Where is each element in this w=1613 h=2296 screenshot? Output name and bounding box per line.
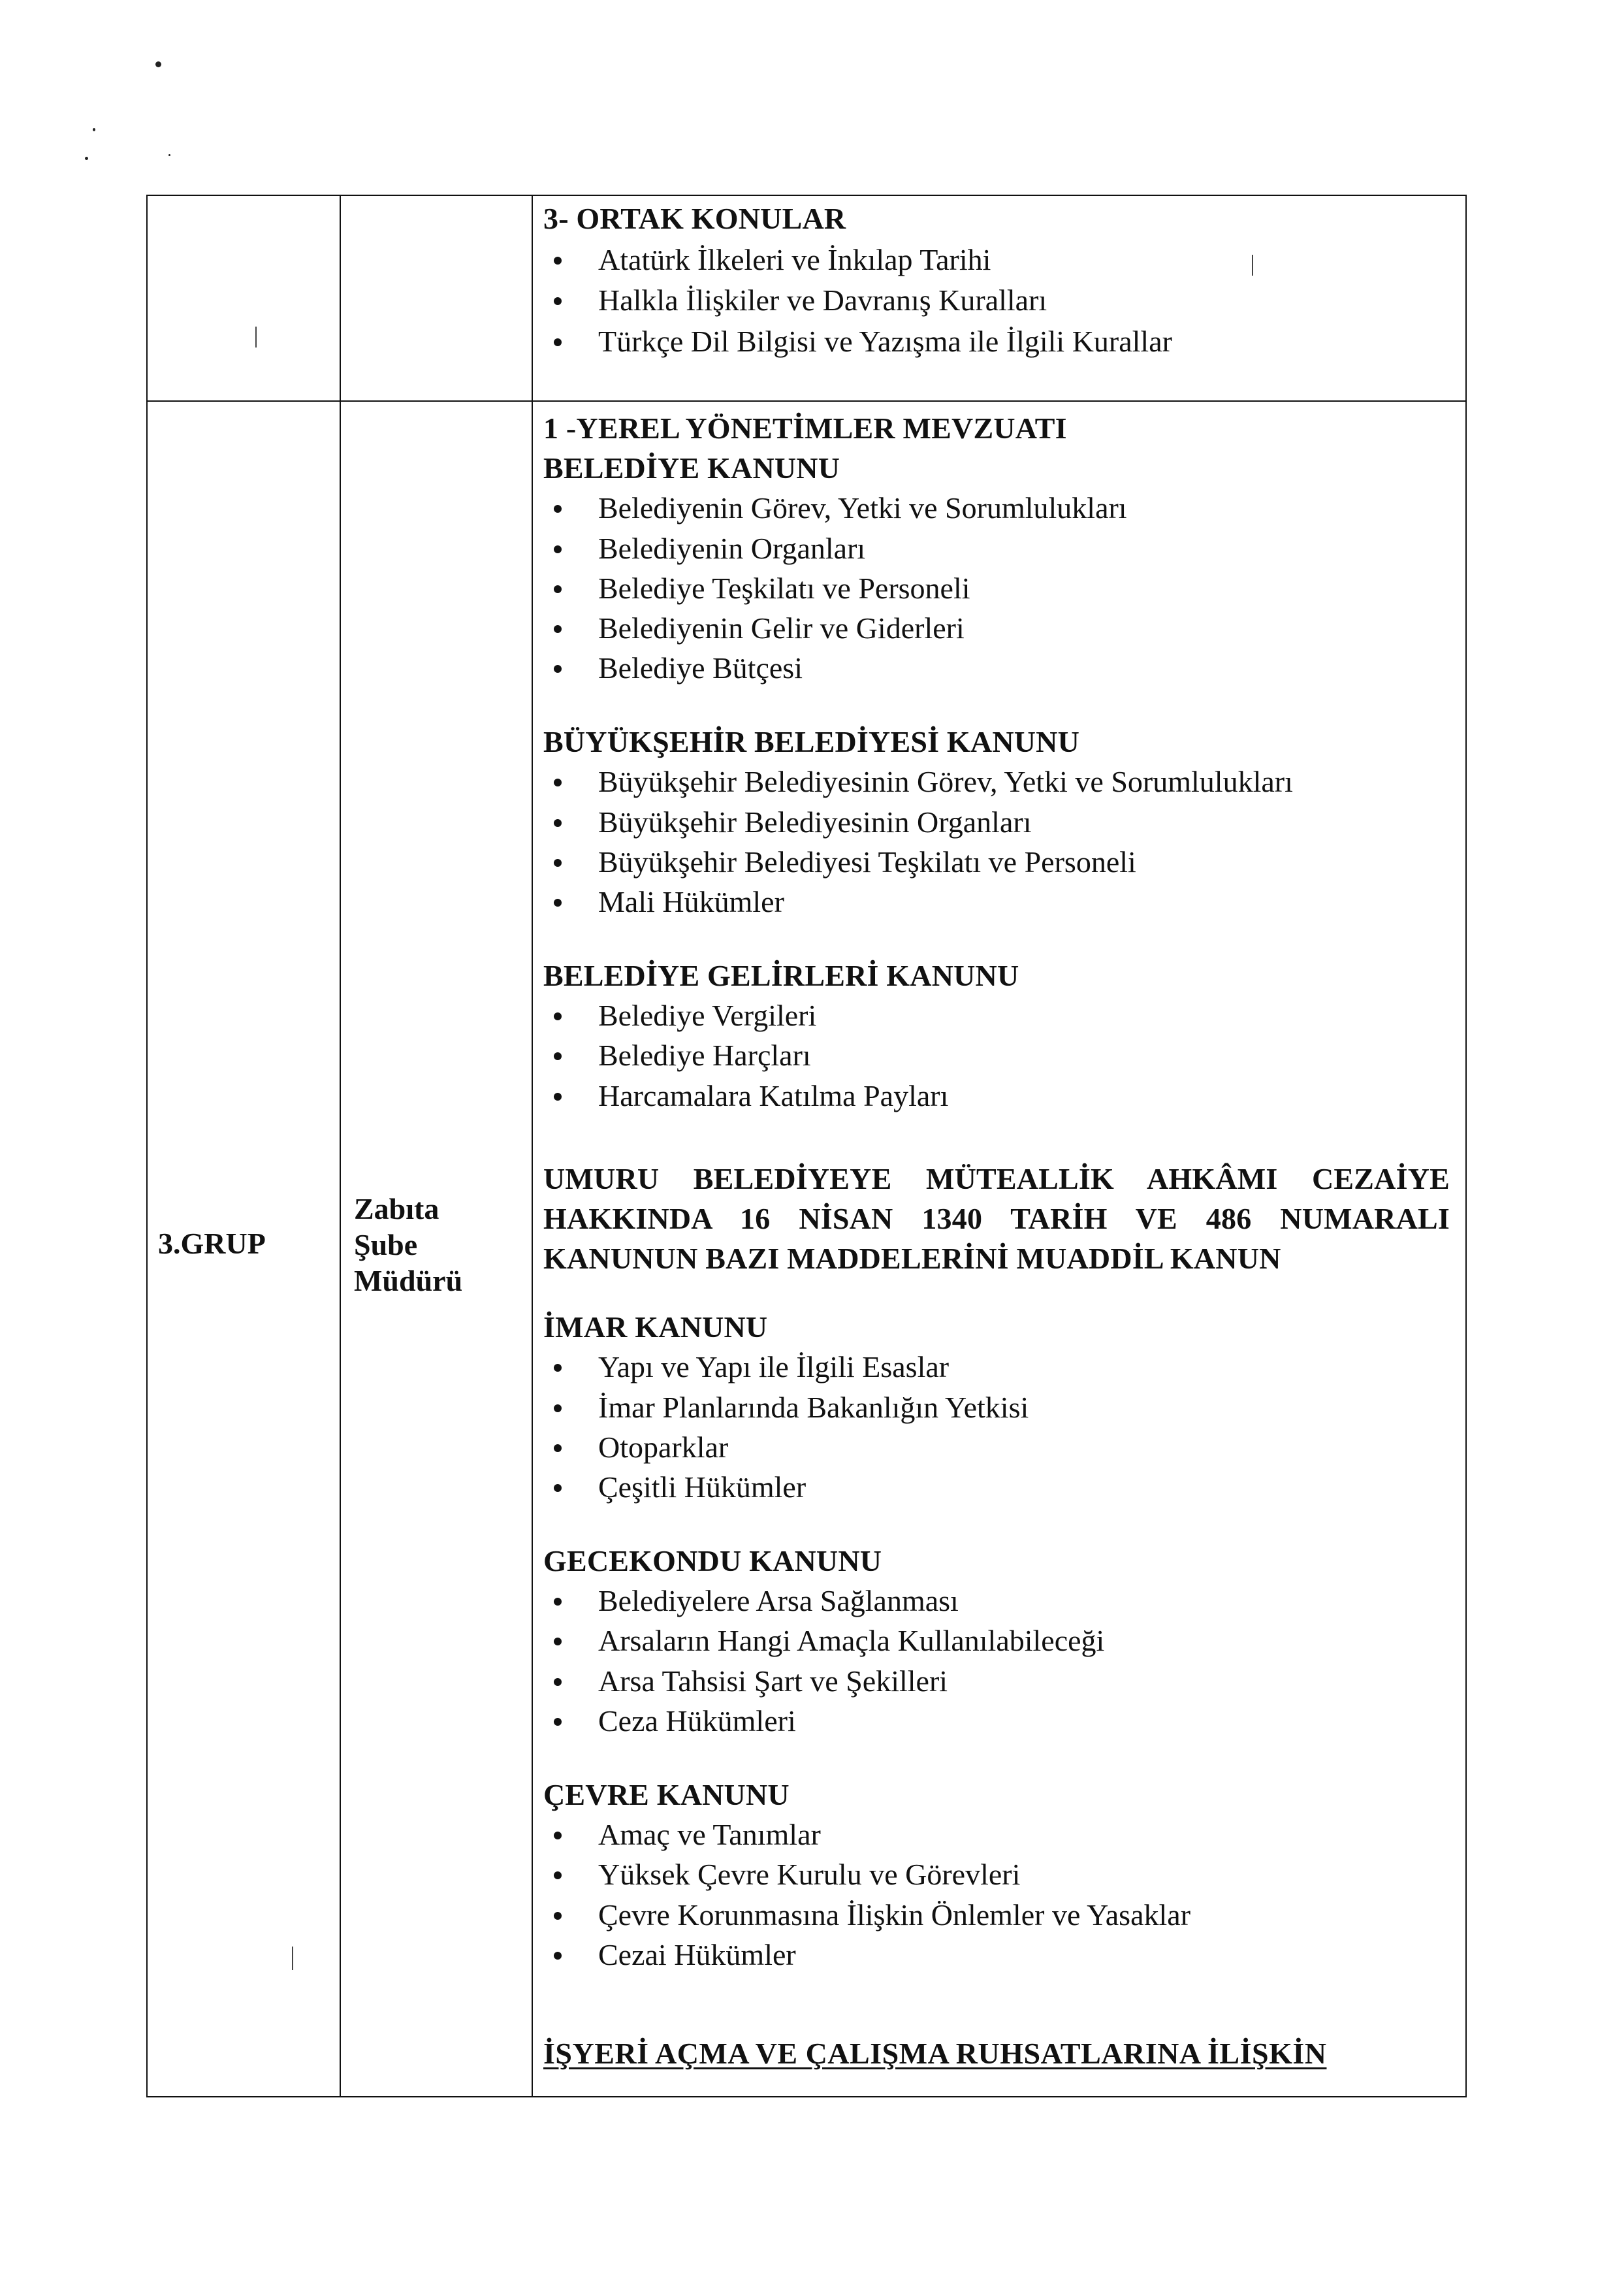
- table-row: [147, 195, 1466, 401]
- exam-topics-table: [146, 195, 1467, 2097]
- list-item: Çeşitli Hükümler: [554, 1467, 1465, 1507]
- group-name: 3.GRUP: [158, 1227, 266, 1260]
- position-line: Şube: [354, 1228, 418, 1262]
- list-item: Arsaların Hangi Amaçla Kullanılabileceği: [554, 1621, 1465, 1660]
- list-item: Otoparklar: [554, 1427, 1465, 1467]
- position-cell-empty: [340, 195, 532, 401]
- section-heading: BELEDİYE GELİRLERİ KANUNU: [543, 959, 1019, 993]
- list-item: Büyükşehir Belediyesi Teşkilatı ve Personeli: [554, 842, 1465, 882]
- scan-speck: [168, 154, 170, 156]
- position-line: Zabıta: [354, 1192, 439, 1225]
- list-item: Büyükşehir Belediyesinin Organları: [554, 802, 1465, 842]
- topic-list: [543, 240, 1465, 363]
- position-cell: [340, 401, 532, 2097]
- list-item: Türkçe Dil Bilgisi ve Yazışma ile İlgili Kurallar: [554, 321, 1465, 363]
- section-heading-truncated: İŞYERİ AÇMA VE ÇALIŞMA RUHSATLARINA İLİŞKİN: [543, 2036, 1327, 2070]
- topics-cell: [532, 401, 1466, 2097]
- group-cell: [147, 401, 340, 2097]
- topic-list: [543, 488, 1465, 688]
- list-item: Belediye Teşkilatı ve Personeli: [554, 568, 1465, 608]
- scan-artifact: [1252, 255, 1253, 276]
- group-cell-empty: [147, 195, 340, 401]
- list-item: Belediye Harçları: [554, 1035, 1465, 1075]
- list-item: Amaç ve Tanımlar: [554, 1815, 1465, 1854]
- table-row: [147, 401, 1466, 2097]
- list-item: Mali Hükümler: [554, 882, 1465, 922]
- section-heading: İMAR KANUNU: [543, 1310, 768, 1344]
- topic-list: [543, 1347, 1465, 1507]
- topic-list: [543, 762, 1465, 922]
- list-item: Belediye Vergileri: [554, 995, 1465, 1035]
- section-heading: BÜYÜKŞEHİR BELEDİYESİ KANUNU: [543, 725, 1079, 759]
- list-item: Yüksek Çevre Kurulu ve Görevleri: [554, 1854, 1465, 1894]
- scan-speck: [85, 157, 88, 160]
- list-item: Çevre Korunmasına İlişkin Önlemler ve Yasaklar: [554, 1895, 1465, 1935]
- section-heading: ÇEVRE KANUNU: [543, 1777, 790, 1811]
- scan-artifact: [255, 327, 257, 348]
- section-heading: UMURU BELEDİYEYE MÜTEALLİK AHKÂMI CEZAİYE HAKKINDA 16 NİSAN 1340 TARİH VE 486 NUMARALI KANUNUN BAZI MADDELERİNİ MUADDİL KANUN: [543, 1161, 1450, 1276]
- list-item: Belediyenin Gelir ve Giderleri: [554, 608, 1465, 648]
- section-heading: BELEDİYE KANUNU: [543, 451, 840, 485]
- list-item: Belediyenin Organları: [554, 528, 1465, 568]
- list-item: Atatürk İlkeleri ve İnkılap Tarihi: [554, 240, 1465, 281]
- list-item: Arsa Tahsisi Şart ve Şekilleri: [554, 1661, 1465, 1701]
- scan-speck: [155, 61, 161, 67]
- list-item: Belediyenin Görev, Yetki ve Sorumlulukları: [554, 488, 1465, 528]
- list-item: Ceza Hükümleri: [554, 1701, 1465, 1741]
- list-item: Belediye Bütçesi: [554, 648, 1465, 688]
- list-item: Büyükşehir Belediyesinin Görev, Yetki ve Sorumlulukları: [554, 762, 1465, 801]
- list-item: Yapı ve Yapı ile İlgili Esaslar: [554, 1347, 1465, 1387]
- topic-list: [543, 995, 1465, 1116]
- main-heading: 1 -YEREL YÖNETİMLER MEVZUATI: [543, 412, 1067, 445]
- topic-list: [543, 1581, 1465, 1741]
- list-item: Harcamalara Katılma Payları: [554, 1076, 1465, 1116]
- list-item: Cezai Hükümler: [554, 1935, 1465, 1975]
- section-heading: 3- ORTAK KONULAR: [543, 202, 846, 235]
- list-item: Halkla İlişkiler ve Davranış Kuralları: [554, 280, 1465, 321]
- list-item: İmar Planlarında Bakanlığın Yetkisi: [554, 1387, 1465, 1427]
- topic-list: [543, 1815, 1465, 1975]
- section-heading: GECEKONDU KANUNU: [543, 1544, 882, 1578]
- scan-speck: [93, 128, 95, 131]
- topics-cell: [532, 195, 1466, 401]
- position-line: Müdürü: [354, 1264, 463, 1298]
- list-item: Belediyelere Arsa Sağlanması: [554, 1581, 1465, 1621]
- position-title: [354, 1191, 462, 1299]
- scan-artifact: [292, 1947, 293, 1970]
